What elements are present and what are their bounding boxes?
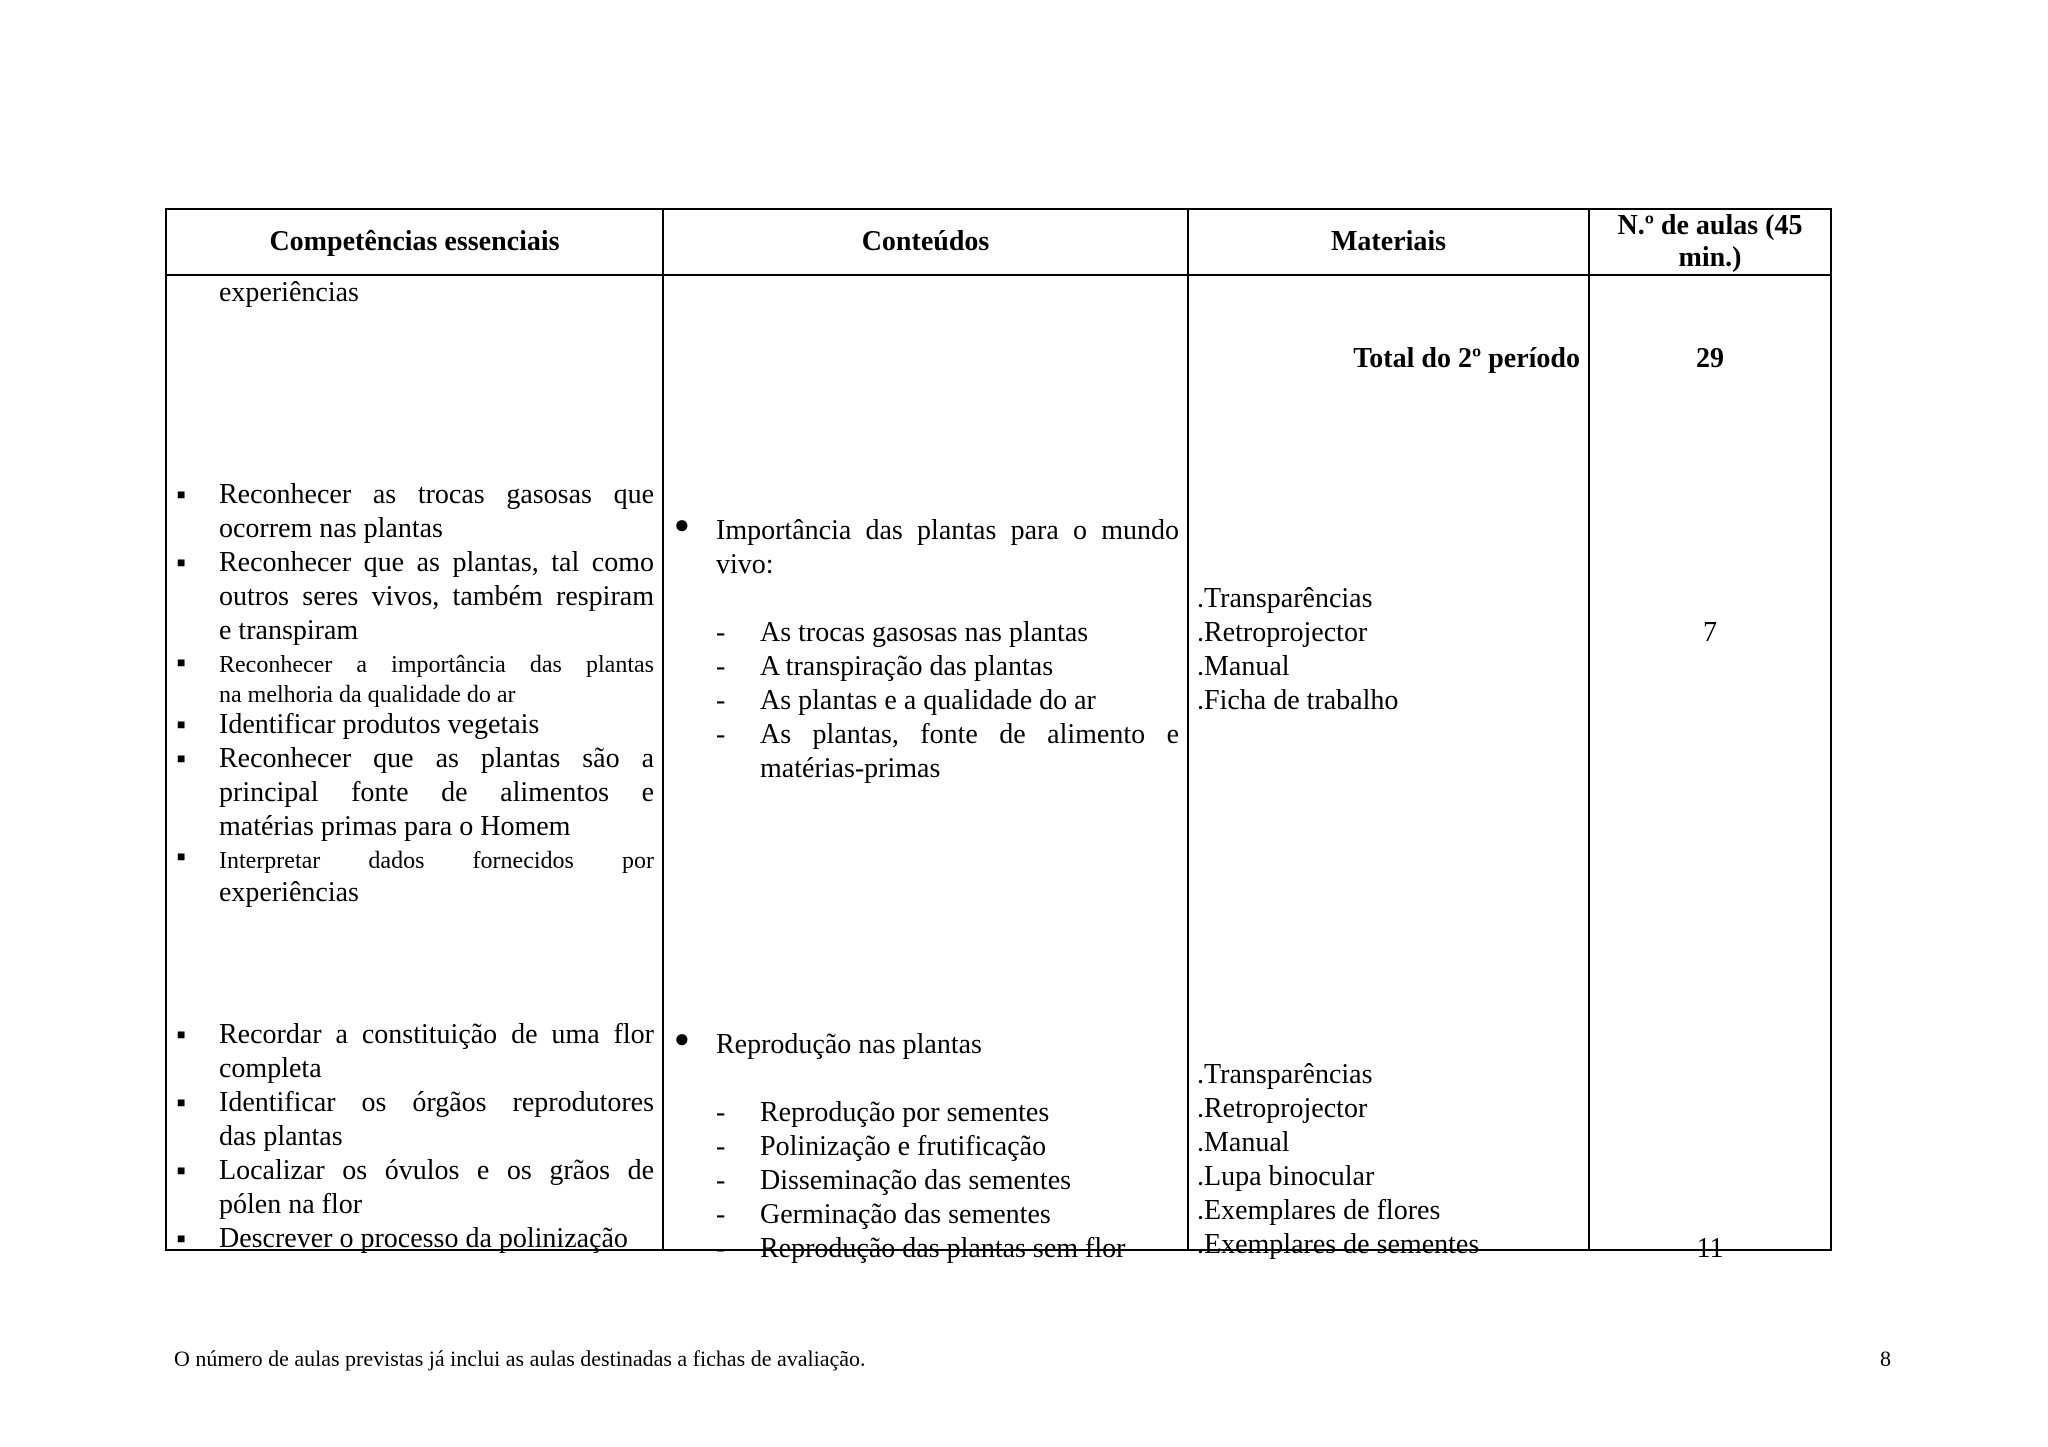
competencia-item: Identificar os órgãos reprodutores	[219, 1087, 654, 1118]
competencia-item-cont: na melhoria da qualidade do ar	[219, 682, 516, 708]
competencia-item: Identificar produtos vegetais	[219, 709, 540, 740]
material-item: .Ficha de trabalho	[1197, 685, 1399, 716]
bullet-square-icon: ■	[177, 850, 186, 865]
bullet-square-icon: ■	[177, 488, 186, 503]
total-value: 29	[1696, 343, 1724, 374]
conteudo-topic-cont: vivo:	[716, 549, 774, 580]
bullet-square-icon: ■	[177, 752, 186, 767]
body-row	[166, 275, 1831, 1250]
competencia-item: Reconhecer a importância das plantas	[219, 652, 654, 678]
conteudo-subtopic: As plantas e a qualidade do ar	[760, 685, 1096, 716]
header-row	[166, 209, 1831, 275]
competencia-item-cont: ocorrem nas plantas	[219, 513, 443, 544]
competencia-item: Localizar os óvulos e os grãos de	[219, 1155, 654, 1186]
conteudo-subtopic: Polinização e frutificação	[760, 1131, 1047, 1162]
total-label: Total do 2º período	[1353, 343, 1580, 374]
bullet-square-icon: ■	[177, 656, 186, 671]
conteudo-topic: Importância das plantas para o mundo	[716, 515, 1179, 546]
competencia-item: Interpretar dados fornecidos por	[219, 848, 654, 874]
header-materiais: Materiais	[1188, 209, 1589, 275]
aulas-cell	[1589, 275, 1831, 1264]
competencia-item-cont: experiências	[219, 877, 359, 908]
material-item: .Transparências	[1197, 1059, 1373, 1090]
material-item: .Manual	[1197, 651, 1290, 682]
conteudo-subtopic: Germinação das sementes	[760, 1199, 1051, 1230]
competencia-item-cont: principal fonte de alimentos e	[219, 777, 654, 808]
competencia-item-cont: completa	[219, 1053, 322, 1084]
competencia-item: Reconhecer que as plantas, tal como	[219, 547, 654, 578]
footer-note: O número de aulas previstas já inclui as aulas destinadas a fichas de avaliação.	[174, 1346, 866, 1371]
dash-icon: -	[716, 1131, 726, 1162]
competencia-item: Recordar a constituição de uma flor	[219, 1019, 654, 1050]
carry-over-text: experiências	[219, 277, 359, 308]
bullet-dot-icon: ●	[674, 510, 690, 539]
bullet-square-icon: ■	[177, 556, 186, 571]
material-item: .Exemplares de flores	[1197, 1195, 1441, 1226]
bullet-square-icon: ■	[177, 718, 186, 733]
lesson-plan-table	[165, 208, 1832, 1264]
bullet-square-icon: ■	[177, 1164, 186, 1179]
material-item: .Lupa binocular	[1197, 1161, 1375, 1192]
conteudo-subtopic: Reprodução das plantas sem flor	[760, 1233, 1126, 1264]
competencia-item: Descrever o processo da polinização	[219, 1223, 628, 1254]
dash-icon: -	[716, 719, 726, 750]
dash-icon: -	[716, 617, 726, 648]
competencia-item-cont: matérias primas para o Homem	[219, 811, 571, 842]
dash-icon: -	[716, 1233, 726, 1264]
bullet-square-icon: ■	[177, 1028, 186, 1043]
competencia-item-cont: outros seres vivos, também respiram	[219, 581, 654, 612]
dash-icon: -	[716, 1097, 726, 1128]
competencia-item-cont: e transpiram	[219, 615, 359, 646]
aulas-value: 7	[1703, 617, 1717, 648]
bullet-square-icon: ■	[177, 1232, 186, 1247]
page-number: 8	[1880, 1346, 1891, 1371]
conteudo-subtopic: Reprodução por sementes	[760, 1097, 1050, 1128]
conteudo-subtopic: As trocas gasosas nas plantas	[760, 617, 1089, 648]
bullet-dot-icon: ●	[674, 1024, 690, 1053]
competencia-item: Reconhecer que as plantas são a	[219, 743, 654, 774]
competencias-cell	[166, 275, 663, 1254]
conteudo-subtopic: A transpiração das plantas	[760, 651, 1054, 682]
material-item: .Retroprojector	[1197, 617, 1368, 648]
competencia-item-cont: das plantas	[219, 1121, 343, 1152]
material-item: .Exemplares de sementes	[1197, 1229, 1480, 1260]
dash-icon: -	[716, 1165, 726, 1196]
conteudo-subtopic: As plantas, fonte de alimento e	[760, 719, 1179, 750]
material-item: .Transparências	[1197, 583, 1373, 614]
competencia-item: Reconhecer as trocas gasosas que	[219, 479, 654, 510]
conteudo-subtopic-cont: matérias-primas	[760, 753, 941, 784]
dash-icon: -	[716, 651, 726, 682]
competencia-item-cont: pólen na flor	[219, 1189, 363, 1220]
material-item: .Retroprojector	[1197, 1093, 1368, 1124]
dash-icon: -	[716, 1199, 726, 1230]
bullet-square-icon: ■	[177, 1096, 186, 1111]
conteudos-cell	[663, 275, 1188, 1264]
conteudo-topic: Reprodução nas plantas	[716, 1029, 982, 1060]
header-competencias: Competências essenciais	[166, 209, 663, 275]
aulas-value: 11	[1696, 1233, 1724, 1264]
header-conteudos: Conteúdos	[663, 209, 1188, 275]
conteudo-subtopic: Disseminação das sementes	[760, 1165, 1072, 1196]
header-aulas: N.º de aulas (45 min.)	[1589, 209, 1831, 275]
material-item: .Manual	[1197, 1127, 1290, 1158]
materiais-cell	[1188, 275, 1589, 1260]
dash-icon: -	[716, 685, 726, 716]
